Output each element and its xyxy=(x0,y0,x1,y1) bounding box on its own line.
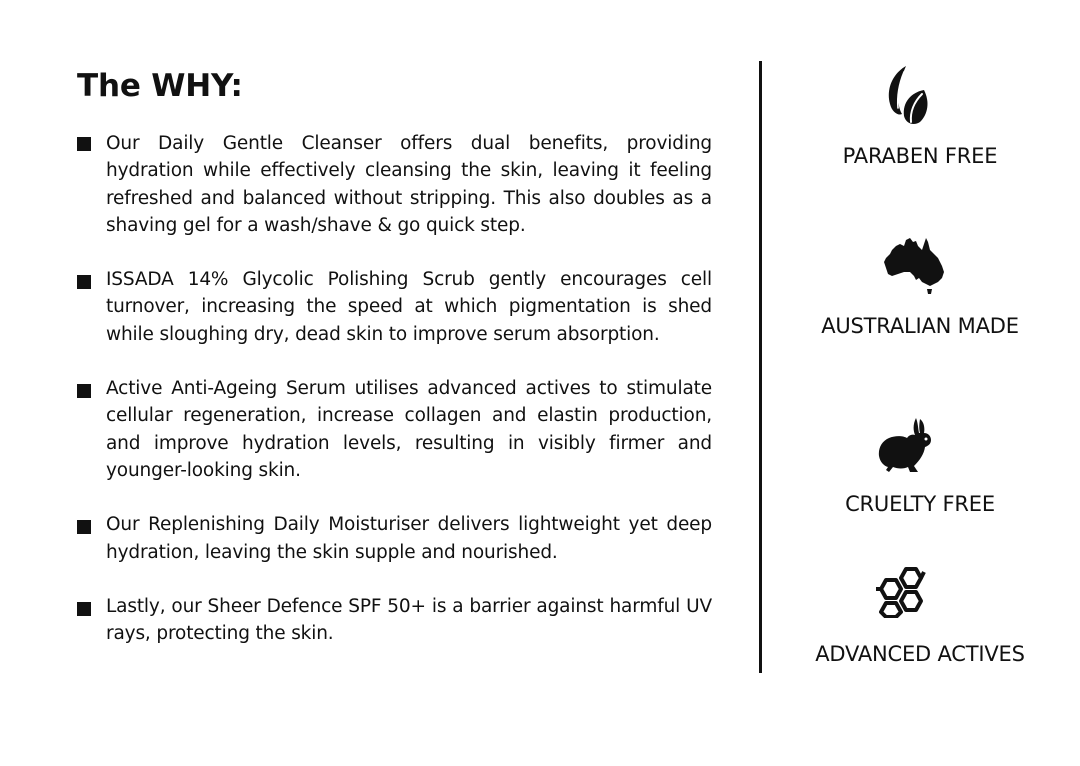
australia-map-icon xyxy=(882,234,946,296)
list-item-text: Our Replenishing Daily Moisturiser delivers lightweight yet deep hydration, leaving the skin supple and nourished. xyxy=(106,514,712,563)
australian-made-label: AUSTRALIAN MADE xyxy=(821,314,1019,338)
square-bullet-icon xyxy=(77,520,91,534)
square-bullet-icon xyxy=(77,602,91,616)
rabbit-icon xyxy=(876,416,934,474)
list-item-text: Our Daily Gentle Cleanser offers dual benefits, providing hydration while effectively cleansing the skin, leaving it feeling refreshed and balanced without stripping. This also doubles as a shaving gel for a wash/shave & go quick step. xyxy=(106,133,712,236)
list-item xyxy=(77,375,712,484)
molecule-icon xyxy=(874,566,926,618)
square-bullet-icon xyxy=(77,275,91,289)
list-item-text: Lastly, our Sheer Defence SPF 50+ is a barrier against harmful UV rays, protecting the skin. xyxy=(106,595,712,645)
benefit-list xyxy=(77,130,712,647)
square-bullet-icon xyxy=(77,384,91,398)
leaf-icon xyxy=(884,64,938,128)
advanced-actives-label: ADVANCED ACTIVES xyxy=(815,642,1025,666)
page-title: The WHY: xyxy=(77,68,243,104)
paraben-free-label: PARABEN FREE xyxy=(842,144,998,168)
vertical-divider xyxy=(759,61,762,673)
list-item-text: ISSADA 14% Glycolic Polishing Scrub gently encourages cell turnover, increasing the speed at which pigmentation is shed while sloughing dry, dead skin to improve serum absorption. xyxy=(106,269,712,345)
list-item xyxy=(77,593,712,648)
cruelty-free-label: CRUELTY FREE xyxy=(845,492,995,516)
list-item xyxy=(77,130,712,239)
square-bullet-icon xyxy=(77,137,91,151)
list-item-text: Active Anti-Ageing Serum utilises advanced actives to stimulate cellular regeneration, increase collagen and elastin production, and improve hydration levels, resulting in visibly firmer and younger-looking skin. xyxy=(106,378,712,481)
list-item xyxy=(77,511,712,566)
list-item xyxy=(77,266,712,348)
